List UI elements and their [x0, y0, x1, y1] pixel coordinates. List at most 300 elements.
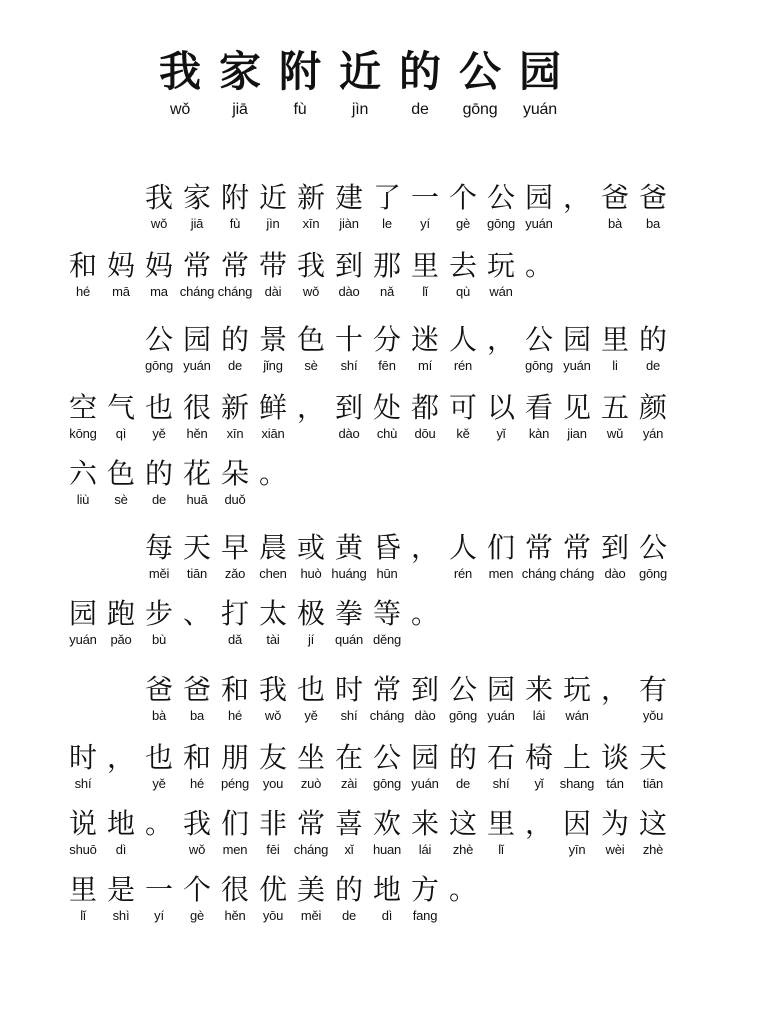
char-cell: [216, 596, 254, 648]
char-cell: [292, 740, 330, 792]
pinyin: tài: [266, 632, 280, 647]
hanzi: 。: [524, 249, 553, 282]
char-cell: [140, 806, 178, 858]
char-cell: [292, 248, 330, 300]
char-cell: [558, 530, 596, 582]
char-cell: [102, 596, 140, 648]
hanzi: 的: [334, 873, 363, 906]
char-cell: [444, 180, 482, 232]
pinyin: qù: [455, 284, 471, 299]
hanzi: 里: [68, 873, 97, 906]
pinyin: shang: [559, 776, 595, 791]
hanzi: 地: [372, 873, 401, 906]
hanzi: 等: [372, 597, 401, 630]
pinyin: zuò: [300, 776, 322, 791]
char-cell: [64, 806, 102, 858]
char-cell: [558, 672, 596, 724]
pinyin: cháng: [217, 284, 253, 299]
pinyin: fēn: [378, 358, 396, 373]
hanzi: 到: [600, 531, 629, 564]
pinyin: huā: [186, 492, 208, 507]
hanzi: 家: [182, 181, 211, 214]
hanzi: 我: [182, 807, 211, 840]
pinyin: tiān: [642, 776, 664, 791]
pinyin: you: [262, 776, 284, 791]
pinyin: shì: [112, 908, 130, 923]
hanzi: 坐: [296, 741, 325, 774]
char-cell: [254, 672, 292, 724]
hanzi: 椅: [524, 741, 553, 774]
char-cell: [64, 390, 102, 442]
pinyin: yuán: [411, 776, 439, 791]
pinyin: tán: [606, 776, 624, 791]
char-cell: [330, 596, 368, 648]
char-cell: [254, 740, 292, 792]
char-cell: [102, 872, 140, 924]
pinyin: shuō: [69, 842, 97, 857]
pinyin: mí: [417, 358, 433, 373]
title-char: [450, 46, 510, 116]
hanzi: 上: [562, 741, 591, 774]
char-cell: [254, 248, 292, 300]
char-cell: [178, 180, 216, 232]
pinyin: gōng: [144, 358, 174, 373]
char-cell: [596, 322, 634, 374]
hanzi: 。: [448, 873, 477, 906]
hanzi: 非: [258, 807, 287, 840]
char-cell: [482, 390, 520, 442]
pinyin: jǐng: [263, 358, 283, 373]
pinyin: chù: [376, 426, 398, 441]
pinyin: jiàn: [339, 216, 359, 231]
char-cell: [292, 672, 330, 724]
char-cell: [178, 456, 216, 508]
char-cell: [140, 740, 178, 792]
char-cell: [482, 672, 520, 724]
char-cell: [444, 872, 482, 924]
char-cell: [558, 740, 596, 792]
pinyin: wèi: [605, 842, 625, 857]
char-cell: [292, 390, 330, 442]
hanzi: 公: [524, 323, 553, 356]
hanzi: 为: [600, 807, 629, 840]
hanzi: 也: [144, 391, 173, 424]
hanzi: 来: [524, 673, 553, 706]
pinyin: gōng: [524, 358, 554, 373]
hanzi: 园: [562, 323, 591, 356]
hanzi: 喜: [334, 807, 363, 840]
char-cell: [368, 672, 406, 724]
pinyin: rén: [453, 358, 473, 373]
hanzi: 说: [68, 807, 97, 840]
char-cell: [368, 872, 406, 924]
char-cell: [406, 806, 444, 858]
pinyin: yuán: [563, 358, 591, 373]
hanzi: 常: [524, 531, 553, 564]
pinyin: dōu: [414, 426, 436, 441]
char-cell: [140, 248, 178, 300]
hanzi: 园: [486, 673, 515, 706]
char-cell: [216, 456, 254, 508]
char-cell: [482, 530, 520, 582]
char-cell: [520, 806, 558, 858]
char-cell: [178, 740, 216, 792]
char-cell: [634, 530, 672, 582]
hanzi: 爸: [182, 673, 211, 706]
hanzi: 跑: [106, 597, 135, 630]
hanzi: 妈: [144, 249, 173, 282]
char-cell: [444, 806, 482, 858]
char-cell: [520, 180, 558, 232]
pinyin: gōng: [638, 566, 668, 581]
char-cell: [64, 596, 102, 648]
char-cell: [596, 806, 634, 858]
pinyin: hěn: [224, 908, 246, 923]
pinyin: hé: [227, 708, 243, 723]
char-cell: [216, 180, 254, 232]
pinyin: yǐ: [534, 776, 544, 791]
hanzi: 。: [410, 597, 439, 630]
char-cell: [140, 456, 178, 508]
pinyin: de: [227, 358, 243, 373]
hanzi: ，: [106, 741, 135, 774]
char-cell: [64, 740, 102, 792]
hanzi: 早: [220, 531, 249, 564]
pinyin: kōng: [69, 426, 97, 441]
pinyin: bù: [151, 632, 167, 647]
pinyin: hěn: [186, 426, 208, 441]
char-cell: [292, 872, 330, 924]
char-cell: [330, 530, 368, 582]
char-cell: [216, 872, 254, 924]
pinyin: gè: [189, 908, 205, 923]
text-line: [64, 248, 558, 300]
char-cell: [140, 530, 178, 582]
char-cell: [330, 322, 368, 374]
char-cell: [216, 672, 254, 724]
char-cell: [292, 596, 330, 648]
hanzi: 新: [296, 181, 325, 214]
hanzi: 常: [220, 249, 249, 282]
char-cell: [216, 806, 254, 858]
char-cell: [406, 672, 444, 724]
pinyin: li: [612, 358, 618, 373]
pinyin: hé: [189, 776, 205, 791]
hanzi: 常: [182, 249, 211, 282]
char-cell: [558, 322, 596, 374]
char-cell: [406, 740, 444, 792]
hanzi: 朵: [220, 457, 249, 490]
char-cell: [330, 180, 368, 232]
char-cell: [444, 672, 482, 724]
title-char: [150, 46, 210, 116]
char-cell: [368, 740, 406, 792]
hanzi: 天: [182, 531, 211, 564]
char-cell: [520, 248, 558, 300]
hanzi: 一: [144, 873, 173, 906]
hanzi: 公: [448, 673, 477, 706]
hanzi: 地: [106, 807, 135, 840]
char-cell: [558, 806, 596, 858]
hanzi: 人: [448, 531, 477, 564]
char-cell: [482, 248, 520, 300]
hanzi: 、: [182, 597, 211, 630]
pinyin: le: [382, 216, 392, 231]
hanzi: 附: [220, 181, 249, 214]
hanzi: 玩: [562, 673, 591, 706]
pinyin: chen: [259, 566, 287, 581]
hanzi: 来: [410, 807, 439, 840]
hanzi: 空: [68, 391, 97, 424]
hanzi: 拳: [334, 597, 363, 630]
char-cell: [140, 672, 178, 724]
pinyin: lái: [418, 842, 432, 857]
hanzi: 都: [410, 391, 439, 424]
char-cell: [140, 596, 178, 648]
hanzi: 园: [524, 181, 553, 214]
hanzi: 昏: [372, 531, 401, 564]
hanzi: 可: [448, 391, 477, 424]
char-cell: [254, 322, 292, 374]
hanzi: 欢: [372, 807, 401, 840]
char-cell: [520, 322, 558, 374]
hanzi: 带: [258, 249, 287, 282]
char-cell: [368, 806, 406, 858]
pinyin: lǐ: [80, 908, 86, 923]
hanzi: 黄: [334, 531, 363, 564]
hanzi: 了: [372, 181, 401, 214]
title-char: [510, 46, 570, 116]
pinyin: dǎ: [227, 632, 243, 647]
hanzi: 公: [638, 531, 667, 564]
text-line: [64, 806, 672, 858]
char-cell: [368, 180, 406, 232]
char-cell: [406, 390, 444, 442]
text-line: [140, 672, 672, 724]
pinyin: jìn: [266, 216, 280, 231]
char-cell: [368, 530, 406, 582]
hanzi: 花: [182, 457, 211, 490]
pinyin: yǒu: [642, 708, 664, 723]
hanzi: 六: [68, 457, 97, 490]
char-cell: [634, 806, 672, 858]
char-cell: [482, 740, 520, 792]
pinyin: yīn: [568, 842, 586, 857]
pinyin: de: [411, 101, 429, 118]
hanzi: 也: [296, 673, 325, 706]
pinyin: fù: [229, 216, 241, 231]
hanzi: 我: [296, 249, 325, 282]
pinyin: tiān: [186, 566, 208, 581]
hanzi: 个: [448, 181, 477, 214]
pinyin: huan: [372, 842, 402, 857]
char-cell: [102, 806, 140, 858]
pinyin: men: [488, 566, 514, 581]
pinyin: gōng: [448, 708, 478, 723]
hanzi: 色: [106, 457, 135, 490]
hanzi: 步: [144, 597, 173, 630]
hanzi: 因: [562, 807, 591, 840]
pinyin: dào: [414, 708, 436, 723]
hanzi: ，: [600, 673, 629, 706]
char-cell: [140, 180, 178, 232]
pinyin: kàn: [528, 426, 550, 441]
pinyin: yōu: [262, 908, 284, 923]
char-cell: [178, 390, 216, 442]
char-cell: [216, 530, 254, 582]
hanzi: 公: [144, 323, 173, 356]
pinyin: yě: [152, 426, 166, 441]
char-cell: [292, 530, 330, 582]
hanzi: 也: [144, 741, 173, 774]
char-cell: [520, 530, 558, 582]
char-cell: [444, 740, 482, 792]
hanzi: 时: [334, 673, 363, 706]
char-cell: [102, 248, 140, 300]
char-cell: [216, 390, 254, 442]
hanzi: 公: [458, 47, 501, 96]
pinyin: dào: [338, 284, 360, 299]
pinyin: ma: [150, 284, 168, 299]
pinyin: wǒ: [169, 101, 191, 118]
char-cell: [178, 248, 216, 300]
char-cell: [368, 248, 406, 300]
pinyin: wán: [565, 708, 589, 723]
hanzi: 在: [334, 741, 363, 774]
pinyin: cháng: [293, 842, 329, 857]
char-cell: [64, 456, 102, 508]
hanzi: 那: [372, 249, 401, 282]
pinyin: nǎ: [379, 284, 395, 299]
pinyin: gōng: [372, 776, 402, 791]
hanzi: 公: [486, 181, 515, 214]
pinyin: yán: [642, 426, 664, 441]
hanzi: 。: [258, 457, 287, 490]
pinyin: liù: [76, 492, 90, 507]
title-char: [390, 46, 450, 116]
hanzi: 附: [278, 47, 321, 96]
hanzi: 近: [258, 181, 287, 214]
hanzi: 到: [334, 249, 363, 282]
hanzi: 气: [106, 391, 135, 424]
char-cell: [216, 740, 254, 792]
page-title: [150, 46, 570, 116]
hanzi: 十: [334, 323, 363, 356]
hanzi: 和: [220, 673, 249, 706]
pinyin: shí: [340, 708, 358, 723]
hanzi: 有: [638, 673, 667, 706]
hanzi: 很: [220, 873, 249, 906]
char-cell: [558, 180, 596, 232]
char-cell: [102, 390, 140, 442]
hanzi: 每: [144, 531, 173, 564]
hanzi: 天: [638, 741, 667, 774]
pinyin: mā: [112, 284, 130, 299]
char-cell: [368, 322, 406, 374]
hanzi: 一: [410, 181, 439, 214]
char-cell: [330, 390, 368, 442]
char-cell: [178, 806, 216, 858]
pinyin: jìn: [351, 101, 369, 118]
char-cell: [102, 456, 140, 508]
hanzi: 我: [144, 181, 173, 214]
text-line: [140, 180, 672, 232]
char-cell: [444, 322, 482, 374]
pinyin: de: [341, 908, 357, 923]
hanzi: 打: [220, 597, 249, 630]
pinyin: dì: [115, 842, 127, 857]
hanzi: 美: [296, 873, 325, 906]
char-cell: [520, 672, 558, 724]
pinyin: duǒ: [224, 492, 246, 507]
pinyin: wǒ: [150, 216, 168, 231]
char-cell: [292, 180, 330, 232]
char-cell: [254, 180, 292, 232]
hanzi: 到: [410, 673, 439, 706]
pinyin: jiā: [232, 101, 248, 118]
char-cell: [178, 672, 216, 724]
char-cell: [254, 530, 292, 582]
pinyin: fù: [293, 101, 307, 118]
pinyin: hé: [75, 284, 91, 299]
pinyin: rén: [453, 566, 473, 581]
char-cell: [102, 740, 140, 792]
text-line: [64, 872, 482, 924]
hanzi: 很: [182, 391, 211, 424]
text-line: [140, 322, 672, 374]
char-cell: [254, 872, 292, 924]
hanzi: 的: [448, 741, 477, 774]
pinyin: shí: [74, 776, 92, 791]
pinyin: gōng: [462, 101, 498, 118]
char-cell: [444, 530, 482, 582]
pinyin: shí: [492, 776, 510, 791]
pinyin: de: [151, 492, 167, 507]
pinyin: xīn: [226, 426, 244, 441]
pinyin: lái: [532, 708, 546, 723]
text-line: [64, 740, 672, 792]
hanzi: 五: [600, 391, 629, 424]
char-cell: [406, 596, 444, 648]
char-cell: [178, 530, 216, 582]
char-cell: [634, 180, 672, 232]
hanzi: 迷: [410, 323, 439, 356]
hanzi: 鲜: [258, 391, 287, 424]
char-cell: [520, 740, 558, 792]
hanzi: 个: [182, 873, 211, 906]
pinyin: cháng: [369, 708, 405, 723]
hanzi: 去: [448, 249, 477, 282]
pinyin: péng: [220, 776, 250, 791]
pinyin: zài: [340, 776, 358, 791]
char-cell: [520, 390, 558, 442]
pinyin: dài: [264, 284, 282, 299]
hanzi: 和: [68, 249, 97, 282]
hanzi: 友: [258, 741, 287, 774]
char-cell: [254, 596, 292, 648]
char-cell: [596, 530, 634, 582]
hanzi: 爸: [638, 181, 667, 214]
char-cell: [406, 180, 444, 232]
hanzi: 建: [334, 181, 363, 214]
pinyin: jiā: [190, 216, 204, 231]
char-cell: [254, 806, 292, 858]
hanzi: 人: [448, 323, 477, 356]
hanzi: 。: [144, 807, 173, 840]
pinyin: fēi: [266, 842, 280, 857]
hanzi: 晨: [258, 531, 287, 564]
pinyin: lǐ: [498, 842, 504, 857]
